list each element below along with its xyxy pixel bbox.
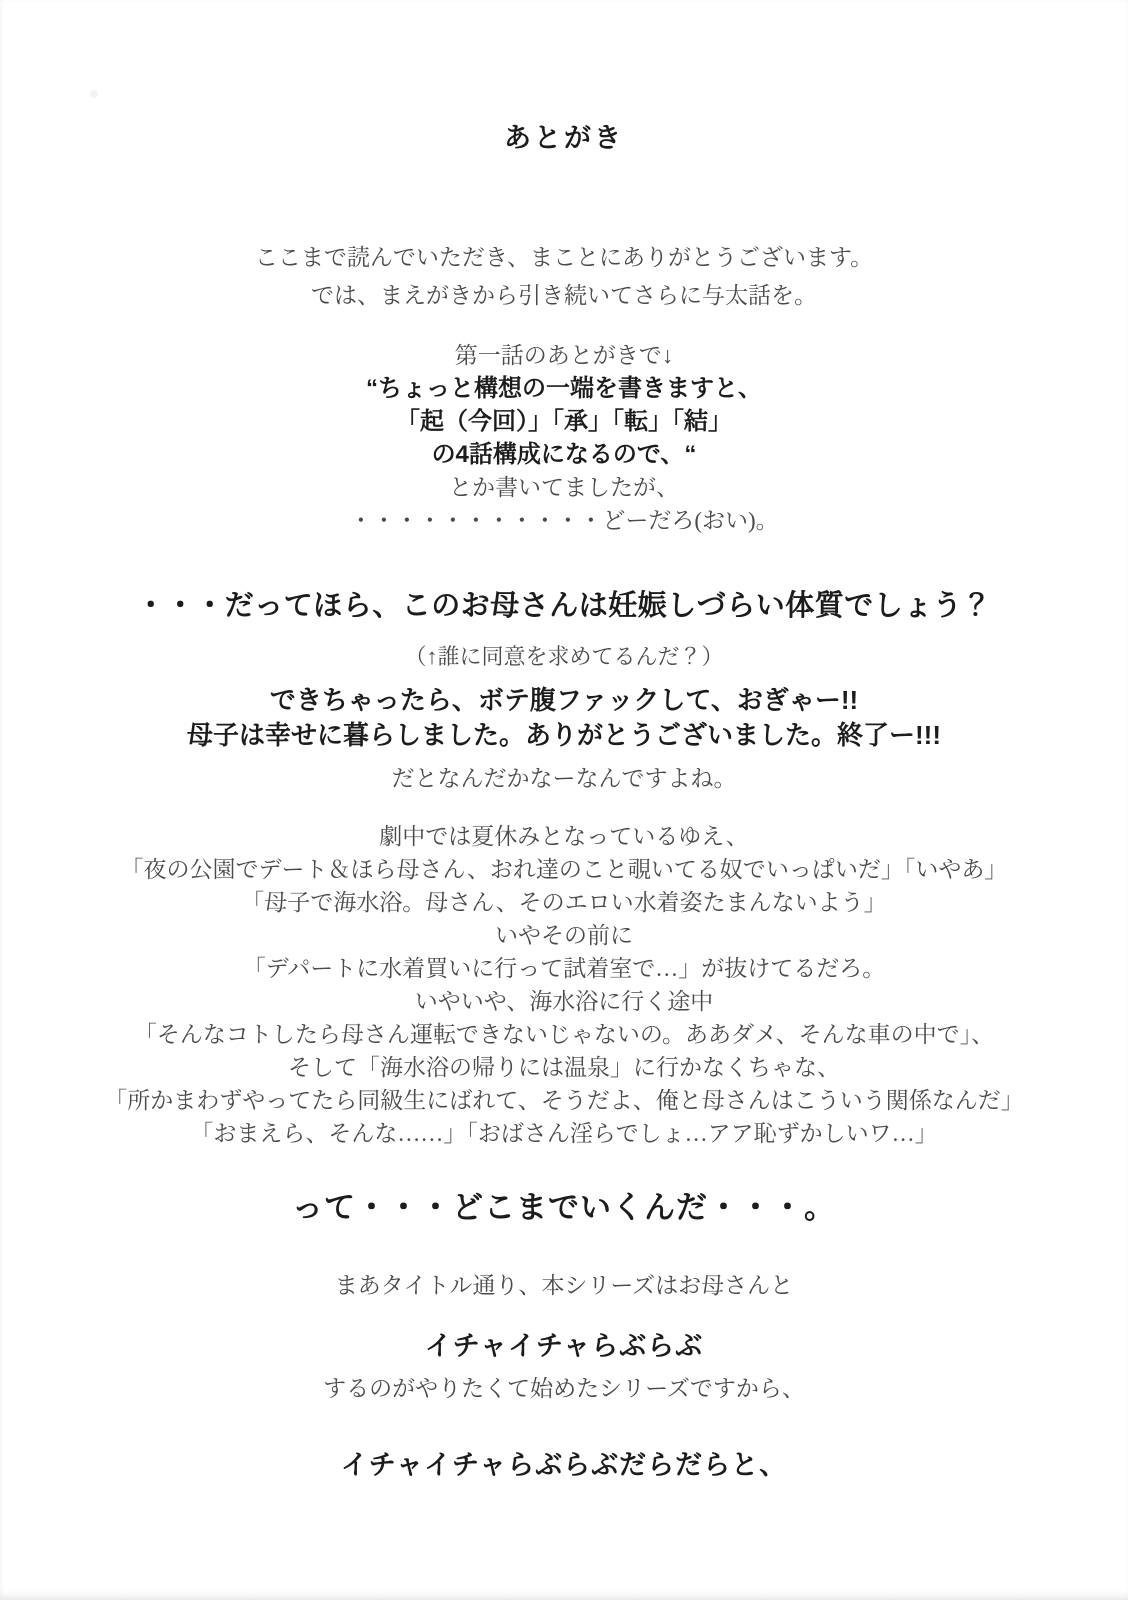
story-paragraph [0,820,1128,1150]
closing-bold-phrase: イチャイチャらぶらぶ [424,1331,704,1361]
scan-edge-smudge [0,1590,1128,1600]
emphasis-headline-1: ・・・だってほら、このお母さんは妊娠しづらい体質でしょう？ [136,590,992,622]
page-title: あとがき [504,123,624,153]
quote-block [0,339,1128,537]
quote-line: “ちょっと構想の一端を書きますと、 [366,375,762,402]
story-line: 「そんなコトしたら母さん運転できないじゃないの。ああダメ、そんな車の中で」、 [133,1022,995,1047]
quote-after-line: ・・・・・・・・・・・どーだろ(おい)。 [349,508,779,533]
intro-line: では、まえがきから引き続いてさらに与太話を。 [311,283,817,308]
story-line: そして「海水浴の帰りには温泉」に行かなくちゃな、 [288,1055,840,1080]
story-line: 「所かまわずやってたら同級生にばれて、そうだよ、俺と母さんはこういう関係なんだ」 [104,1088,1024,1113]
quote-lead: 第一話のあとがきで↓ [454,343,674,368]
quote-after-line: とか書いてましたが、 [449,475,679,500]
story-line: 「夜の公園でデート＆ほら母さん、おれ達のこと覗いてる奴でいっぱいだ」「いやあ」 [120,857,1008,882]
intro-paragraph [0,239,1128,315]
story-line: 「デパートに水着買いに行って試着室で…」が抜けてるだろ。 [242,956,886,981]
aside-note-2: だとなんだかなーなんですよね。 [391,766,737,791]
quote-line: の4話構成になるので、“ [431,441,697,468]
story-line: いやその前に [495,923,633,948]
emphasis-line: 母子は幸せに暮らしました。ありがとうございました。終了ー!!! [187,720,941,750]
scan-artifact-dot [90,90,98,98]
emphasis-headline-3: って・・・どこまでいくんだ・・・。 [292,1190,836,1225]
quote-line: 「起（今回）」「承」「転」「結」 [396,408,732,435]
intro-line: ここまで読んでいただき、まことにありがとうございます。 [254,245,874,270]
story-line: 「母子で海水浴。母さん、そのエロい水着姿たまんないよう」 [241,890,887,915]
story-line: 劇中では夏休みとなっているゆえ、 [379,824,749,849]
closing-line: まあタイトル通り、本シリーズはお母さんと [334,1273,794,1298]
closing-line: するのがやりたくて始めたシリーズですから、 [323,1376,805,1401]
story-line: 「おまえら、そんな……」「おばさん淫らでしょ…アア恥ずかしいワ…」 [190,1121,938,1146]
emphasis-block-2 [0,683,1128,753]
aside-note-1: （↑誰に同意を求めてるんだ？） [404,644,724,669]
closing-bold-phrase: イチャイチャらぶらぶだらだらと、 [340,1450,788,1480]
emphasis-line: できちゃったら、ボテ腹ファックして、おぎゃー!! [269,685,859,715]
story-line: いやいや、海水浴に行く途中 [414,989,714,1014]
